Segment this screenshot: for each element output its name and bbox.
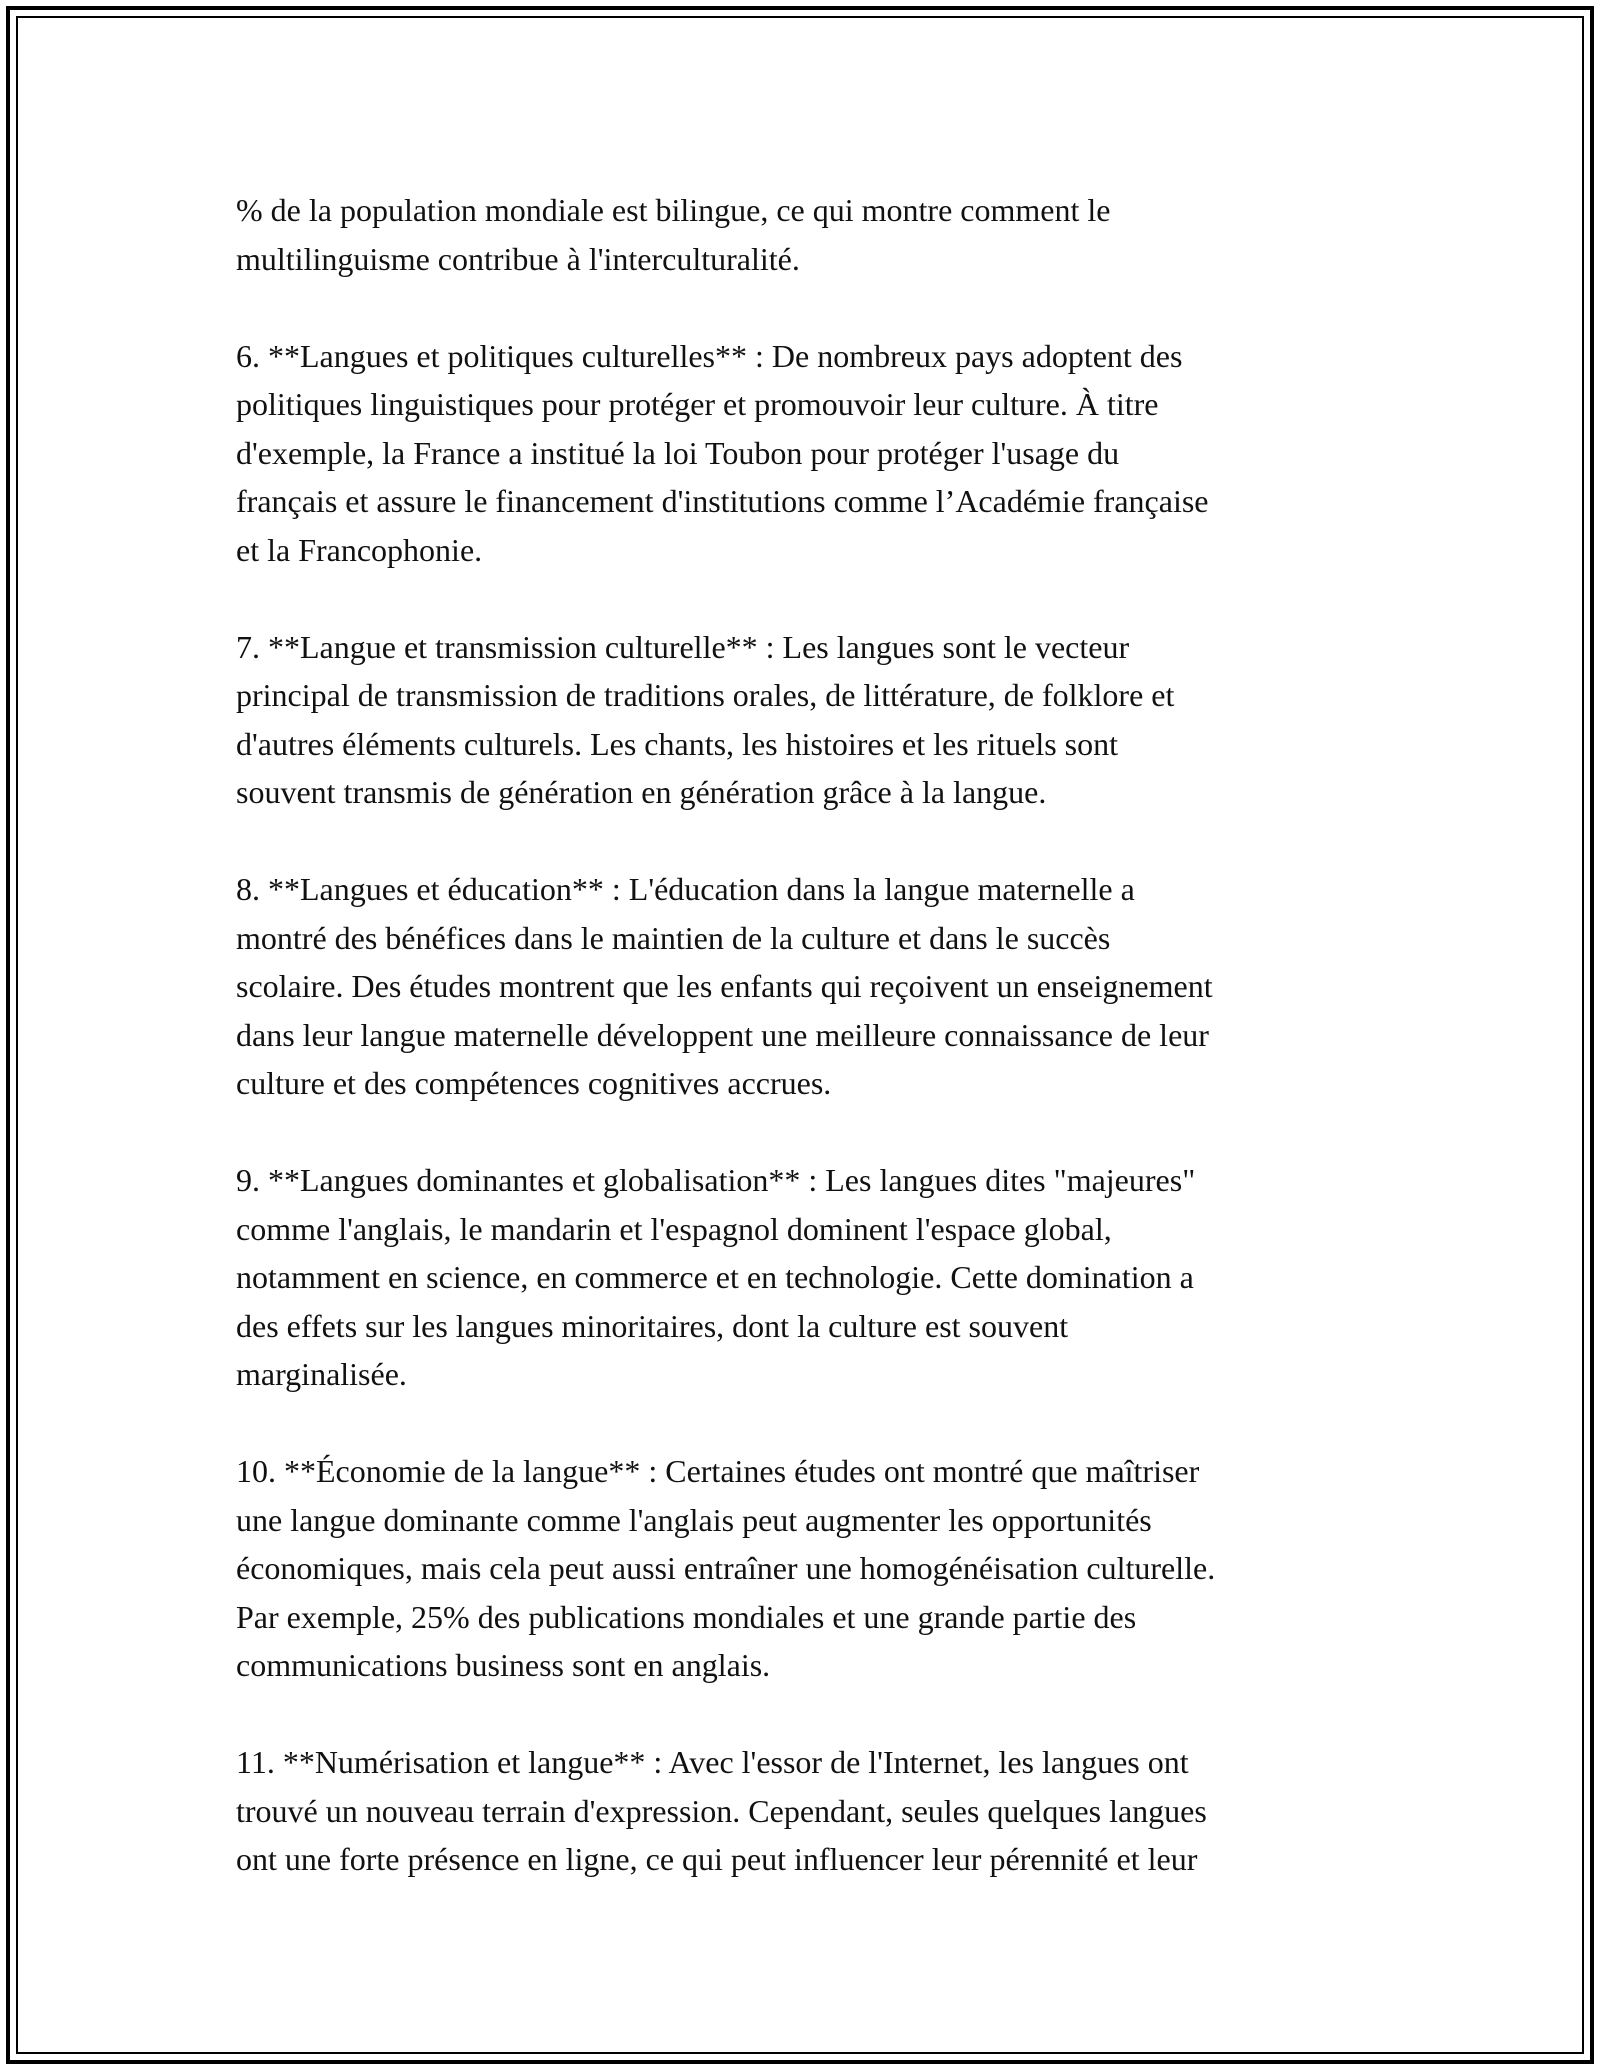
text-line: trouvé un nouveau terrain d'expression. Cependant, seules quelques langues (236, 1792, 1207, 1829)
text-line: communications business sont en anglais. (236, 1647, 771, 1683)
paragraph-item-10 (236, 1447, 1366, 1690)
text-line: 10. **Économie de la langue** : Certaines études ont montré que maîtriser (236, 1453, 1200, 1489)
document-body (236, 186, 1366, 1932)
text-line: souvent transmis de génération en génération grâce à la langue. (236, 774, 1047, 810)
text-line: ont une forte présence en ligne, ce qui peut influencer leur pérennité et leur (236, 1841, 1198, 1877)
paragraph-item-7 (236, 623, 1366, 817)
text-line: 8. **Langues et éducation** : L'éducation dans la langue maternelle a (236, 871, 1135, 907)
text-line: 11. **Numérisation et langue** : Avec l'essor de l'Internet, les langues ont (236, 1744, 1189, 1780)
paragraph-item-9 (236, 1156, 1366, 1399)
paragraph-continuation (236, 186, 1366, 283)
text-line: culture et des compétences cognitives accrues. (236, 1065, 832, 1101)
text-line: 6. **Langues et politiques culturelles** : De nombreux pays adoptent des (236, 337, 1183, 374)
text-line: notamment en science, en commerce et en technologie. Cette domination a (236, 1259, 1194, 1295)
text-line: scolaire. Des études montrent que les enfants qui reçoivent un enseignement (236, 968, 1213, 1004)
text-line: Par exemple, 25% des publications mondiales et une grande partie des (236, 1598, 1137, 1635)
text-line: principal de transmission de traditions orales, de littérature, de folklore et (236, 677, 1175, 713)
text-line: d'exemple, la France a institué la loi Toubon pour protéger l'usage du (236, 434, 1120, 471)
text-line: marginalisée. (236, 1356, 407, 1392)
paragraph-item-6 (236, 332, 1366, 575)
text-line: d'autres éléments culturels. Les chants, les histoires et les rituels sont (236, 725, 1118, 762)
text-line: des effets sur les langues minoritaires, dont la culture est souvent (236, 1307, 1069, 1344)
text-line: comme l'anglais, le mandarin et l'espagnol dominent l'espace global, (236, 1210, 1112, 1247)
text-line: % de la population mondiale est bilingue, ce qui montre comment le (236, 192, 1111, 228)
text-line: français et assure le financement d'institutions comme l’Académie française (236, 483, 1209, 519)
text-line: multilinguisme contribue à l'interculturalité. (236, 240, 800, 277)
text-line: et la Francophonie. (236, 531, 483, 568)
text-line: une langue dominante comme l'anglais peut augmenter les opportunités (236, 1501, 1152, 1538)
text-line: montré des bénéfices dans le maintien de la culture et dans le succès (236, 919, 1111, 956)
paragraph-item-11 (236, 1738, 1366, 1884)
text-line: 9. **Langues dominantes et globalisation** : Les langues dites "majeures" (236, 1162, 1196, 1198)
text-line: politiques linguistiques pour protéger et promouvoir leur culture. À titre (236, 386, 1159, 422)
paragraph-item-8 (236, 865, 1366, 1108)
text-line: 7. **Langue et transmission culturelle** : Les langues sont le vecteur (236, 628, 1130, 665)
text-line: dans leur langue maternelle développent une meilleure connaissance de leur (236, 1016, 1209, 1053)
text-line: économiques, mais cela peut aussi entraîner une homogénéisation culturelle. (236, 1550, 1216, 1586)
